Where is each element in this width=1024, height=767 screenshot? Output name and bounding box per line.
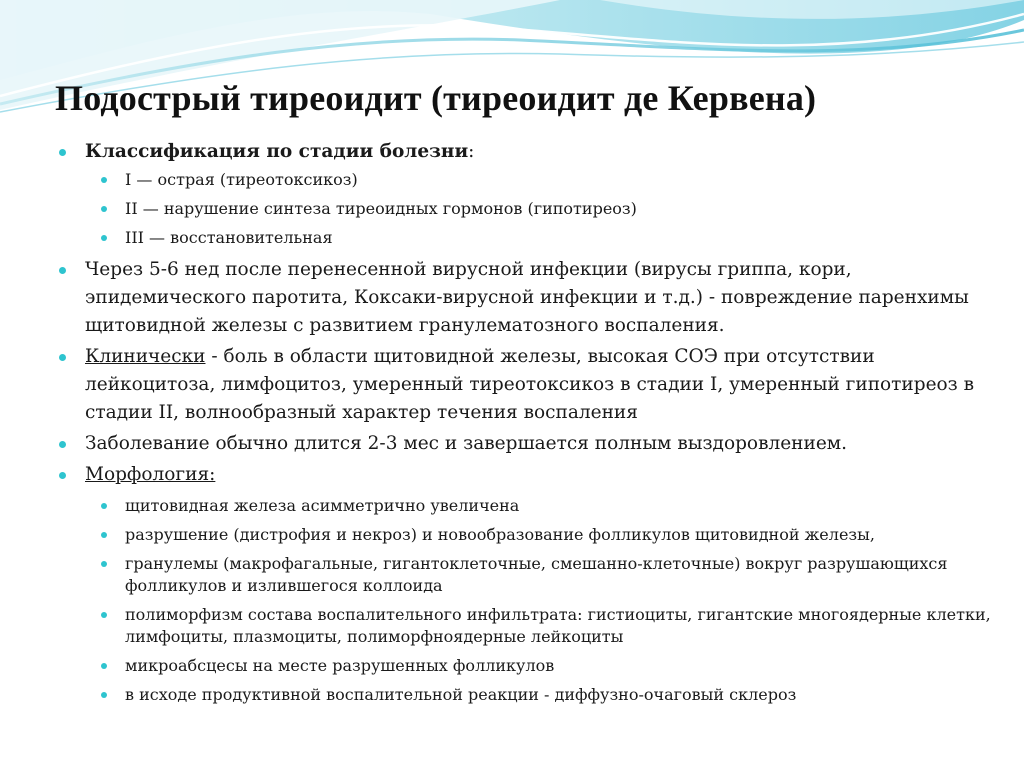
classification-colon: : bbox=[468, 141, 475, 162]
sub-bullet-morphology-3 bbox=[55, 553, 995, 597]
bullet-dot bbox=[59, 472, 66, 479]
sub-bullet-stage-3 bbox=[55, 227, 995, 249]
bullet-morphology bbox=[55, 461, 995, 489]
slide-content bbox=[55, 138, 995, 713]
morphology-item-text: разрушение (дистрофия и некроз) и новообразование фолликулов щитовидной железы, bbox=[125, 525, 875, 544]
bullet-dot bbox=[101, 177, 107, 183]
bullet-onset bbox=[55, 256, 995, 340]
onset-text: Через 5-6 нед после перенесенной вирусной инфекции (вирусы гриппа, кори, эпидемического паротита, Коксаки-вирусной инфекции и т.д.) - повреждение паренхимы щитовидной железы с развитием гранулематозного воспаления. bbox=[85, 259, 969, 336]
morphology-item-text: микроабсцесы на месте разрушенных фолликулов bbox=[125, 656, 555, 675]
sub-bullet-stage-1 bbox=[55, 169, 995, 191]
clinical-text: - боль в области щитовидной железы, высокая СОЭ при отсутствии лейкоцитоза, лимфоцитоз, умеренный тиреотоксикоз в стадии I, умеренный гипотиреоз в стадии II, волнообразный характер течения воспаления bbox=[85, 346, 975, 423]
bullet-dot bbox=[59, 354, 66, 361]
bullet-dot bbox=[101, 206, 107, 212]
bullet-dot bbox=[101, 612, 107, 618]
sub-bullet-morphology-2 bbox=[55, 524, 995, 546]
bullet-dot bbox=[59, 267, 66, 274]
bullet-dot bbox=[101, 235, 107, 241]
bullet-dot bbox=[59, 149, 66, 156]
morphology-item-text: в исходе продуктивной воспалительной реакции - диффузно-очаговый склероз bbox=[125, 685, 797, 704]
morphology-item-text: гранулемы (макрофагальные, гигантоклеточные, смешанно-клеточные) вокруг разрушающихся фолликулов и излившегося коллоида bbox=[125, 554, 948, 595]
bullet-dot bbox=[101, 503, 107, 509]
classification-heading: Классификация по стадии болезни bbox=[85, 141, 469, 162]
stage-2-text: II — нарушение синтеза тиреоидных гормонов (гипотиреоз) bbox=[125, 199, 637, 218]
bullet-dot bbox=[101, 663, 107, 669]
sub-bullet-stage-2 bbox=[55, 198, 995, 220]
sub-bullet-morphology-1 bbox=[55, 495, 995, 517]
bullet-clinical bbox=[55, 343, 995, 427]
sub-bullet-morphology-6 bbox=[55, 684, 995, 706]
bullet-dot bbox=[101, 692, 107, 698]
sub-bullet-morphology-4 bbox=[55, 604, 995, 648]
slide-title: Подострый тиреоидит (тиреоидит де Кервена) bbox=[55, 78, 817, 118]
clinical-term: Клинически bbox=[85, 346, 206, 367]
course-text: Заболевание обычно длится 2-3 мес и завершается полным выздоровлением. bbox=[85, 433, 848, 454]
bullet-dot bbox=[101, 532, 107, 538]
bullet-dot bbox=[59, 441, 66, 448]
bullet-course bbox=[55, 430, 995, 458]
morphology-item-text: щитовидная железа асимметрично увеличена bbox=[125, 496, 520, 515]
morphology-heading: Морфология: bbox=[85, 464, 216, 485]
stage-3-text: III — восстановительная bbox=[125, 228, 333, 247]
bullet-classification bbox=[55, 138, 995, 166]
morphology-item-text: полиморфизм состава воспалительного инфильтрата: гистиоциты, гигантские многоядерные клетки, лимфоциты, плазмоциты, полиморфноядерные лейкоциты bbox=[125, 605, 991, 646]
bullet-dot bbox=[101, 561, 107, 567]
stage-1-text: I — острая (тиреотоксикоз) bbox=[125, 170, 358, 189]
sub-bullet-morphology-5 bbox=[55, 655, 995, 677]
